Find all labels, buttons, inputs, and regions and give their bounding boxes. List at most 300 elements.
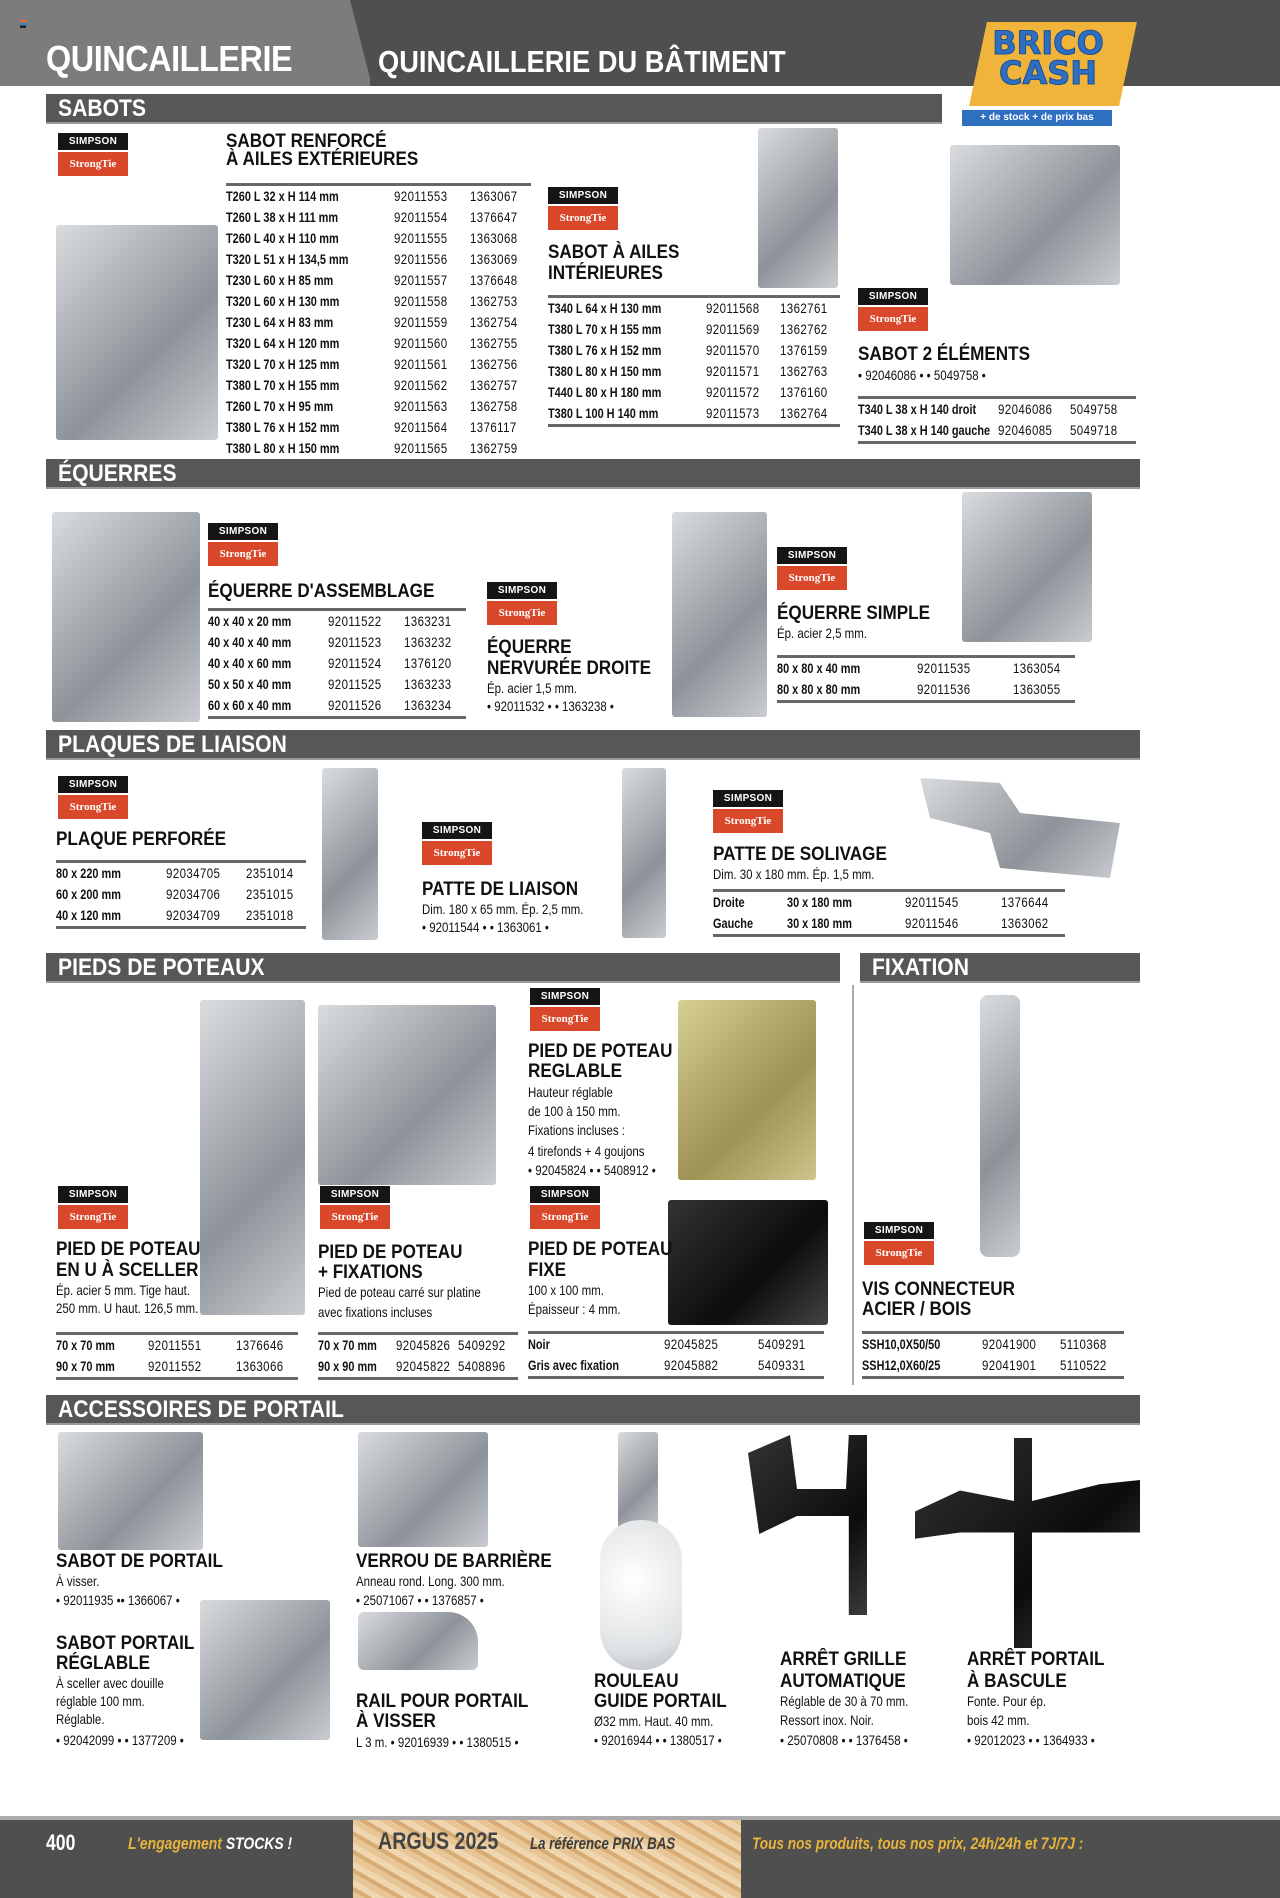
badge-simpson: SIMPSON — [487, 582, 557, 599]
badge-simpson: SIMPSON — [864, 1222, 934, 1239]
product-table-vis-connecteur — [862, 1331, 1124, 1379]
table-cell: 1376160 — [780, 384, 828, 400]
table-row — [226, 354, 531, 375]
table-cell: T320 L 60 x H 130 mm — [226, 293, 340, 309]
badge-strongtie: StrongTie — [422, 841, 492, 865]
product-refs: L 3 m. • 92016939 • • 1380515 • — [356, 1734, 519, 1750]
simpson-strongtie-badge — [487, 582, 557, 625]
product-desc: Dim. 30 x 180 mm. Ép. 1,5 mm. — [713, 866, 875, 882]
table-cell: T260 L 38 x H 111 mm — [226, 209, 339, 225]
table-cell: 92011536 — [917, 681, 971, 697]
table-cell: T320 L 51 x H 134,5 mm — [226, 251, 349, 267]
product-refs: • 92045824 • • 5408912 • — [528, 1162, 656, 1178]
product-image-equerre-nervuree — [672, 512, 767, 717]
table-cell: 92011525 — [328, 676, 382, 692]
table-cell: 92011524 — [328, 655, 382, 671]
product-desc: 100 x 100 mm. — [528, 1282, 604, 1298]
table-cell: 92011564 — [394, 419, 448, 435]
table-cell: 60 x 200 mm — [56, 886, 121, 902]
table-cell: 92046086 — [998, 401, 1053, 417]
table-cell: T440 L 80 x H 180 mm — [548, 384, 662, 400]
badge-strongtie: StrongTie — [208, 542, 278, 566]
product-image-patte-solivage — [920, 778, 1120, 878]
table-cell: 1362764 — [780, 405, 828, 421]
badge-strongtie: StrongTie — [530, 1205, 600, 1229]
product-table-pied-fixe — [528, 1331, 824, 1379]
category-title: QUINCAILLERIE — [46, 38, 293, 79]
table-cell: 1362761 — [780, 300, 828, 316]
simpson-strongtie-badge — [864, 1222, 934, 1265]
product-desc: 4 tirefonds + 4 goujons — [528, 1143, 645, 1159]
table-cell: 92011558 — [394, 293, 448, 309]
badge-simpson: SIMPSON — [58, 1186, 128, 1203]
table-cell: 1376647 — [470, 209, 518, 225]
logo-line-brico: BRICO — [992, 24, 1104, 62]
product-title: SABOT PORTAIL — [56, 1633, 195, 1654]
product-table-sabot-2-elements — [858, 396, 1136, 444]
section-header-plaques — [46, 730, 1140, 760]
badge-strongtie: StrongTie — [777, 566, 847, 590]
product-image-arret-portail — [915, 1438, 1140, 1648]
table-cell: 92011573 — [706, 405, 760, 421]
footer-engagement — [128, 1834, 292, 1854]
registration-mark — [20, 20, 26, 28]
simpson-strongtie-badge — [713, 790, 783, 833]
table-row — [226, 375, 531, 396]
product-table-equerre-assemblage — [208, 608, 466, 719]
column-divider — [852, 985, 854, 1385]
section-title: ÉQUERRES — [58, 460, 177, 487]
page-number: 400 — [46, 1830, 76, 1855]
product-refs: • 92011532 • • 1363238 • — [487, 698, 614, 714]
product-desc: Ép. acier 2,5 mm. — [777, 625, 867, 641]
table-cell: 92011556 — [394, 251, 448, 267]
table-cell: T340 L 38 x H 140 gauche — [858, 422, 991, 438]
table-row — [226, 291, 531, 312]
table-row — [226, 249, 531, 270]
table-row — [208, 695, 466, 716]
table-row — [226, 270, 531, 291]
table-cell: 1376120 — [404, 655, 452, 671]
table-cell: 50 x 50 x 40 mm — [208, 676, 292, 692]
table-row — [226, 396, 531, 417]
table-row — [56, 1356, 298, 1377]
product-desc: Anneau rond. Long. 300 mm. — [356, 1573, 505, 1589]
badge-strongtie: StrongTie — [530, 1007, 600, 1031]
table-cell: 1363068 — [470, 230, 518, 246]
product-title: PIED DE POTEAU — [528, 1239, 673, 1260]
table-row — [862, 1355, 1124, 1376]
table-cell: 92041900 — [982, 1336, 1037, 1352]
product-table-pied-fixations — [318, 1332, 518, 1380]
product-title: SABOT RENFORCÉ — [226, 131, 387, 152]
logo-tagline: + de stock + de prix bas — [962, 110, 1112, 126]
simpson-strongtie-badge — [422, 822, 492, 865]
product-title: RAIL POUR PORTAIL — [356, 1691, 529, 1712]
logo-line-cash: CASH — [998, 54, 1098, 92]
table-cell: 1362763 — [780, 363, 828, 379]
product-image-sabot-portail — [58, 1432, 203, 1550]
table-cell: 92011545 — [905, 894, 959, 910]
product-refs: • 25071067 • • 1376857 • — [356, 1592, 484, 1608]
badge-simpson: SIMPSON — [208, 523, 278, 540]
product-title: RÉGLABLE — [56, 1653, 151, 1674]
badge-strongtie: StrongTie — [58, 152, 128, 176]
table-cell: 60 x 60 x 40 mm — [208, 697, 292, 713]
product-refs: • 92012023 • • 1364933 • — [967, 1732, 1095, 1748]
badge-simpson: SIMPSON — [858, 288, 928, 305]
engagement-text: L'engagement — [128, 1834, 222, 1853]
table-cell: 1376117 — [470, 419, 517, 435]
product-desc: 250 mm. U haut. 126,5 mm. — [56, 1300, 199, 1316]
table-cell: 1363054 — [1013, 660, 1061, 676]
table-cell: 30 x 180 mm — [787, 915, 852, 931]
table-cell: Droite — [713, 894, 745, 910]
product-image-sabot-2-elements — [950, 145, 1120, 285]
table-cell: 2351015 — [246, 886, 294, 902]
product-table-sabot-renforce — [226, 183, 531, 462]
table-cell: 92011553 — [394, 188, 448, 204]
product-image-rouleau — [600, 1520, 682, 1670]
product-title: SABOT À AILES — [548, 242, 680, 263]
footer-slogan: Tous nos produits, tous nos prix, 24h/24h et 7J/7J : — [752, 1834, 1084, 1853]
product-image-pied-fixe — [668, 1200, 828, 1325]
badge-strongtie: StrongTie — [548, 206, 618, 230]
product-image-rail — [358, 1612, 478, 1670]
product-title: À VISSER — [356, 1711, 436, 1732]
table-cell: 92011572 — [706, 384, 760, 400]
table-cell: 90 x 90 mm — [318, 1358, 377, 1374]
table-cell: T380 L 76 x H 152 mm — [226, 419, 340, 435]
table-cell: 92011557 — [394, 272, 448, 288]
product-image-verrou — [358, 1432, 488, 1547]
badge-simpson: SIMPSON — [58, 776, 128, 793]
product-desc: À visser. — [56, 1573, 100, 1589]
badge-strongtie: StrongTie — [320, 1205, 390, 1229]
brico-cash-logo — [962, 22, 1132, 128]
table-cell: 5049718 — [1070, 422, 1118, 438]
product-title: PATTE DE SOLIVAGE — [713, 844, 887, 865]
product-title: PATTE DE LIAISON — [422, 879, 579, 900]
product-desc: bois 42 mm. — [967, 1712, 1030, 1728]
simpson-strongtie-badge — [530, 988, 600, 1031]
table-cell: 80 x 220 mm — [56, 865, 121, 881]
table-row — [56, 905, 306, 926]
table-row — [226, 186, 531, 207]
table-cell: 5409292 — [458, 1337, 506, 1353]
table-row — [208, 674, 466, 695]
table-cell: 92011563 — [394, 398, 448, 414]
product-image-pied-u — [200, 1000, 305, 1315]
footer-argus: ARGUS 2025 — [378, 1828, 499, 1855]
product-title: ACIER / BOIS — [862, 1299, 972, 1320]
product-desc: Réglable de 30 à 70 mm. — [780, 1693, 909, 1709]
table-cell: T380 L 76 x H 152 mm — [548, 342, 662, 358]
simpson-strongtie-badge — [777, 547, 847, 590]
table-cell: T260 L 70 x H 95 mm — [226, 398, 334, 414]
table-cell: 92011568 — [706, 300, 760, 316]
product-image-sabot-interieures — [758, 128, 838, 288]
table-cell: 92011555 — [394, 230, 448, 246]
product-image-pied-reglable — [678, 1000, 816, 1180]
table-row — [208, 611, 466, 632]
table-row — [548, 298, 840, 319]
table-cell: 92011562 — [394, 377, 448, 393]
table-row — [226, 417, 531, 438]
table-cell: 40 x 40 x 60 mm — [208, 655, 292, 671]
table-cell: SSH12,0X60/25 — [862, 1357, 941, 1373]
table-cell: 92045825 — [664, 1336, 719, 1352]
table-cell: 80 x 80 x 40 mm — [777, 660, 861, 676]
table-cell: 92011526 — [328, 697, 382, 713]
product-refs: • 92046086 • • 5049758 • — [858, 367, 986, 383]
product-desc: Épaisseur : 4 mm. — [528, 1301, 621, 1317]
table-cell: 92045882 — [664, 1357, 719, 1373]
table-cell: 92011551 — [148, 1337, 202, 1353]
table-cell: T380 L 80 x H 150 mm — [226, 440, 340, 456]
table-cell: 92011554 — [394, 209, 448, 225]
badge-simpson: SIMPSON — [530, 988, 600, 1005]
table-cell: 1362754 — [470, 314, 518, 330]
table-cell: 92034705 — [166, 865, 221, 881]
section-header-equerres — [46, 459, 1140, 489]
product-title: PIED DE POTEAU — [318, 1242, 463, 1263]
table-cell: 92011559 — [394, 314, 448, 330]
table-cell: 1376644 — [1001, 894, 1049, 910]
table-row — [226, 207, 531, 228]
product-title: ARRÊT PORTAIL — [967, 1649, 1105, 1670]
product-desc: Fonte. Pour ép. — [967, 1693, 1047, 1709]
simpson-strongtie-badge — [858, 288, 928, 331]
table-row — [56, 884, 306, 905]
table-cell: T380 L 100 H 140 mm — [548, 405, 659, 421]
table-cell: 70 x 70 mm — [56, 1337, 115, 1353]
product-title: REGLABLE — [528, 1061, 623, 1082]
simpson-strongtie-badge — [208, 523, 278, 566]
badge-simpson: SIMPSON — [548, 187, 618, 204]
product-table-equerre-simple — [777, 655, 1075, 703]
table-cell: T230 L 64 x H 83 mm — [226, 314, 334, 330]
product-title: PIED DE POTEAU — [528, 1041, 673, 1062]
footer-reference: La référence PRIX BAS — [530, 1834, 676, 1853]
product-title: À AILES EXTÉRIEURES — [226, 149, 419, 170]
product-refs: • 92042099 • • 1377209 • — [56, 1732, 184, 1748]
product-desc: de 100 à 150 mm. — [528, 1103, 621, 1119]
table-cell: 1363066 — [236, 1358, 284, 1374]
simpson-strongtie-badge — [530, 1186, 600, 1229]
badge-strongtie: StrongTie — [58, 1205, 128, 1229]
product-image-pied-fixations — [318, 1005, 496, 1185]
table-cell: 1363062 — [1001, 915, 1049, 931]
product-desc: Dim. 180 x 65 mm. Ép. 2,5 mm. — [422, 901, 584, 917]
badge-strongtie: StrongTie — [58, 795, 128, 819]
product-refs: • 92011935 •• 1366067 • — [56, 1592, 180, 1608]
product-desc: Réglable. — [56, 1711, 105, 1727]
product-image-sabot-portail-reglable — [200, 1600, 330, 1740]
product-title: + FIXATIONS — [318, 1262, 423, 1283]
table-row — [548, 319, 840, 340]
table-cell: T340 L 64 x H 130 mm — [548, 300, 662, 316]
product-desc: Ép. acier 1,5 mm. — [487, 680, 577, 696]
table-cell: 92011552 — [148, 1358, 202, 1374]
badge-simpson: SIMPSON — [530, 1186, 600, 1203]
product-title: ROULEAU — [594, 1671, 679, 1692]
product-refs: • 92016944 • • 1380517 • — [594, 1732, 722, 1748]
table-row — [858, 420, 1136, 441]
table-row — [56, 1335, 298, 1356]
table-cell: 1363234 — [404, 697, 452, 713]
table-cell: 40 x 40 x 40 mm — [208, 634, 292, 650]
table-cell: 92045822 — [396, 1358, 451, 1374]
table-cell: Gauche — [713, 915, 754, 931]
table-cell: 1363232 — [404, 634, 452, 650]
product-desc: Pied de poteau carré sur platine — [318, 1284, 481, 1300]
product-title: GUIDE PORTAIL — [594, 1691, 727, 1712]
product-title: INTÉRIEURES — [548, 263, 663, 284]
table-cell: 1376159 — [780, 342, 828, 358]
table-row — [528, 1334, 824, 1355]
product-image-equerre-assemblage — [52, 512, 200, 722]
table-cell: 92011535 — [917, 660, 971, 676]
product-image-equerre-simple — [962, 492, 1092, 642]
table-cell: 92011565 — [394, 440, 448, 456]
table-cell: 1363067 — [470, 188, 518, 204]
badge-simpson: SIMPSON — [320, 1186, 390, 1203]
table-row — [548, 361, 840, 382]
table-cell: 1362757 — [470, 377, 518, 393]
table-row — [713, 892, 1065, 913]
product-image-vis-connecteur — [980, 995, 1020, 1257]
product-title: AUTOMATIQUE — [780, 1671, 906, 1692]
table-cell: T320 L 64 x H 120 mm — [226, 335, 340, 351]
product-title: NERVURÉE DROITE — [487, 658, 652, 679]
section-header-portail — [46, 1395, 1140, 1425]
badge-simpson: SIMPSON — [777, 547, 847, 564]
section-title: FIXATION — [872, 954, 969, 981]
table-cell: 92011546 — [905, 915, 959, 931]
table-cell: 1362755 — [470, 335, 518, 351]
badge-strongtie: StrongTie — [858, 307, 928, 331]
simpson-strongtie-badge — [320, 1186, 390, 1229]
table-row — [862, 1334, 1124, 1355]
product-desc: Hauteur réglable — [528, 1084, 613, 1100]
table-cell: 5110368 — [1060, 1336, 1107, 1352]
table-row — [713, 913, 1065, 934]
product-desc: À sceller avec douille — [56, 1675, 164, 1691]
table-cell: T230 L 60 x H 85 mm — [226, 272, 334, 288]
product-title: ÉQUERRE SIMPLE — [777, 603, 930, 624]
table-cell: 1363233 — [404, 676, 452, 692]
table-row — [318, 1335, 518, 1356]
logo-text — [968, 24, 1128, 92]
table-cell: T260 L 40 x H 110 mm — [226, 230, 339, 246]
table-cell: 1376646 — [236, 1337, 284, 1353]
table-cell: 92011560 — [394, 335, 448, 351]
table-cell: Gris avec fixation — [528, 1357, 620, 1373]
table-cell: SSH10,0X50/50 — [862, 1336, 941, 1352]
table-cell: T340 L 38 x H 140 droit — [858, 401, 977, 417]
product-table-plaque-perforee — [56, 860, 306, 929]
table-cell: 30 x 180 mm — [787, 894, 852, 910]
badge-strongtie: StrongTie — [487, 601, 557, 625]
stocks-text: STOCKS ! — [225, 1834, 293, 1853]
table-cell: 80 x 80 x 80 mm — [777, 681, 861, 697]
product-desc: réglable 100 mm. — [56, 1693, 145, 1709]
table-row — [226, 312, 531, 333]
table-cell: 1362756 — [470, 356, 518, 372]
product-desc: Fixations incluses : — [528, 1122, 625, 1138]
badge-strongtie: StrongTie — [864, 1241, 934, 1265]
product-title: VIS CONNECTEUR — [862, 1279, 1015, 1300]
table-cell: 92011523 — [328, 634, 382, 650]
product-image-patte-liaison — [622, 768, 666, 938]
table-row — [548, 403, 840, 424]
product-title: EN U À SCELLER — [56, 1260, 199, 1281]
table-cell: 92011522 — [328, 613, 382, 629]
table-cell: 92011569 — [706, 321, 760, 337]
product-title: PLAQUE PERFORÉE — [56, 829, 227, 850]
table-cell: 1363231 — [404, 613, 452, 629]
product-title: ÉQUERRE D'ASSEMBLAGE — [208, 581, 435, 602]
table-row — [548, 382, 840, 403]
product-title: SABOT DE PORTAIL — [56, 1551, 223, 1572]
product-image-arret-grille — [748, 1435, 888, 1615]
product-image-sabot-renforce — [56, 225, 218, 440]
table-cell: 1363069 — [470, 251, 518, 267]
simpson-strongtie-badge — [58, 776, 128, 819]
product-refs: • 25070808 • • 1376458 • — [780, 1732, 908, 1748]
product-title: ÉQUERRE — [487, 637, 572, 658]
table-cell: T380 L 80 x H 150 mm — [548, 363, 662, 379]
table-cell: 5049758 — [1070, 401, 1118, 417]
product-table-pied-u — [56, 1332, 298, 1380]
table-cell: 92045826 — [396, 1337, 451, 1353]
table-row — [208, 653, 466, 674]
table-cell: 1363055 — [1013, 681, 1061, 697]
table-row — [777, 658, 1075, 679]
simpson-strongtie-badge — [58, 133, 128, 176]
table-cell: T260 L 32 x H 114 mm — [226, 188, 339, 204]
badge-simpson: SIMPSON — [713, 790, 783, 807]
table-cell: 92034706 — [166, 886, 221, 902]
simpson-strongtie-badge — [548, 187, 618, 230]
product-image-rouleau-axe — [618, 1432, 658, 1532]
table-row — [548, 340, 840, 361]
table-cell: 92034709 — [166, 907, 221, 923]
badge-simpson: SIMPSON — [422, 822, 492, 839]
section-title: PIEDS DE POTEAUX — [58, 954, 265, 981]
table-row — [777, 679, 1075, 700]
table-cell: 1376648 — [470, 272, 518, 288]
section-title: ACCESSOIRES DE PORTAIL — [58, 1396, 344, 1423]
table-cell: 1362758 — [470, 398, 518, 414]
table-cell: 92041901 — [982, 1357, 1037, 1373]
section-title: SABOTS — [58, 95, 147, 122]
table-cell: 1362759 — [470, 440, 518, 456]
table-cell: 1362762 — [780, 321, 828, 337]
section-header-pieds — [46, 953, 840, 983]
table-cell: 5110522 — [1060, 1357, 1107, 1373]
product-desc: Ø32 mm. Haut. 40 mm. — [594, 1713, 714, 1729]
table-row — [208, 632, 466, 653]
table-cell: T320 L 70 x H 125 mm — [226, 356, 340, 372]
table-cell: 92011570 — [706, 342, 760, 358]
table-cell: 92011561 — [394, 356, 448, 372]
table-row — [226, 438, 531, 459]
section-header-fixation — [860, 953, 1140, 983]
product-title: VERROU DE BARRIÈRE — [356, 1551, 552, 1572]
table-row — [858, 399, 1136, 420]
